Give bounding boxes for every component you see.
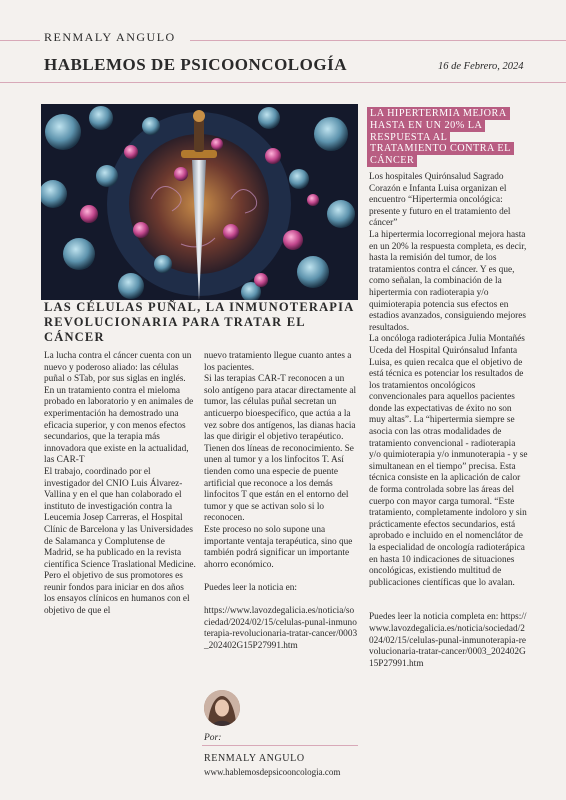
mast-rule [0, 82, 566, 83]
article-paragraph: La lucha contra el cáncer cuenta con un nuevo y poderoso aliado: las células puñal o STab, por sus siglas en inglés. En un tratamiento contra el mieloma probado en laboratorio y en animales de experimentación ha demostrado una eficacia superior, y con menos efectos secundarios, que la terapia más innovadora que existe en la actualidad, las CAR-T [44, 351, 194, 466]
masthead-title: HABLEMOS DE PSICOONCOLOGÍA [44, 55, 347, 74]
author-avatar [204, 690, 240, 726]
sidebar-heading [367, 108, 524, 167]
sidebar-paragraph: Los hospitales Quirónsalud Sagrado Corazón e Infanta Luisa organizan el encuentro “Hipertermia oncológica: presente y futuro en el tratamiento del cáncer” [369, 172, 511, 229]
article-paragraph: Puedes leer la noticia en: [204, 582, 297, 593]
issue-date: 16 de Febrero, 2024 [438, 61, 524, 72]
byline-label: Por: [204, 733, 222, 743]
article-column-1 [44, 351, 196, 618]
article-paragraph: El trabajo, coordinado por el investigador del CNIO Luis Álvarez-Vallina y en el que han colaborado el instituto de investigación contra la Leucemia Josep Carreras, el Hospital Clínic de Barcelona y las Universidades de Salamanca y Complutense de Madrid, se ha publicado en la revista científica Science Traslational Medicine. Pero el objetivo de sus promotores es reunir fondos para iniciar en dos años los ensayos clínicos en humanos con el objetivo de que el [44, 466, 196, 617]
sidebar-paragraph: La oncóloga radioterápica Julia Montañés Uceda del Hospital Quirónsalud Infanta Luisa, es quien recalca que el objetivo de está técnica es potenciar los resultados de los tratamientos oncológicos convencionales para aquellos pacientes donde las expectativas de éxito no son muy altas”. La “hipertermia siempre se asocia con las otras modalidades de tratamiento convencional - radioterapia y/o quimioterapia y/o inmunoterapia - y se simultanean en el tiempo” precisa. Esta técnica consiste en la aplicación de calor de forma controlada sobre las áreas del cuerpo con mayor carga tumoral. “Este tratamiento, completamente indoloro y sin prácticamente efectos secundarios, está aprobado e incluido en el nomenclátor de la especialidad de oncología radioterápica en hasta 10 indicaciones de situaciones oncológicas, existiendo multitud de publicaciones científicas que lo avalan. [369, 334, 528, 588]
byline-site-link[interactable]: www.hablemosdepsicooncologia.com [204, 767, 341, 777]
cancer-cells-dagger-illustration [41, 104, 358, 300]
article-paragraph: nuevo tratamiento llegue cuanto antes a los pacientes. [204, 351, 352, 373]
article-title: LAS CÉLULAS PUÑAL, LA INMUNOTERAPIA REVOLUCIONARIA PARA TRATAR EL CÁNCER [44, 300, 354, 344]
article-paragraph: Si las terapias CAR-T reconocen a un solo antígeno para atacar directamente al tumor, las células puñal secretan un anticuerpo bioespecífico, que actúa a la vez sobre dos antígenos, las dianas hacia las que dirigir el objetivo terapéutico. Tienen dos líneas de reconocimiento. Se unen al tumor y a los linfocitos T. Así tienden como una especie de puente artificial que reconoce a los demás linfocitos T que están en el entorno del tumor y que se activan solo si lo reconocen. [204, 374, 357, 524]
sidebar-column [369, 172, 529, 670]
top-rule-right [190, 40, 566, 41]
sidebar-heading-text: LA HIPERTERMIA MEJORA HASTA EN UN 20% LA RESPUESTA AL TRATAMIENTO CONTRA EL CÁNCER [367, 107, 514, 167]
sidebar-source-link[interactable]: Puedes leer la noticia completa en: https://www.lavozdegalicia.es/noticia/sociedad/2024/02/15/celulas-punal-inmunoterapia-revolucionaria-tratar-cancer/0003_202402G15P27991.htm [369, 612, 527, 669]
sidebar-paragraph: La hipertermia locorregional mejora hasta en un 20% la respuesta completa, es decir, hasta la remisión del tumor, de los tratamientos contra el cáncer. Y es que, como señalan, la combinación de la hipertermia con radioterapia y/o quimioterapia potencia sus efectos en estadios avanzados, consiguiendo mejores resultados. [369, 229, 527, 333]
article-source-link[interactable]: https://www.lavozdegalicia.es/noticia/sociedad/2024/02/15/celulas-punal-inmunoterapia-revolucionaria-tratar-cancer/0003_202402G15P27991.htm [204, 606, 358, 651]
avatar-icon [204, 690, 240, 726]
byline-rule [202, 745, 358, 746]
article-paragraph: Este proceso no solo supone una importante ventaja terapéutica, sino que también podrá significar un importante ahorro económico. [204, 524, 353, 570]
article-column-2 [204, 351, 358, 652]
header-author: RENMALY ANGULO [44, 30, 176, 44]
byline-author: RENMALY ANGULO [204, 753, 305, 764]
top-rule-left [0, 40, 40, 41]
hero-image [41, 104, 358, 300]
